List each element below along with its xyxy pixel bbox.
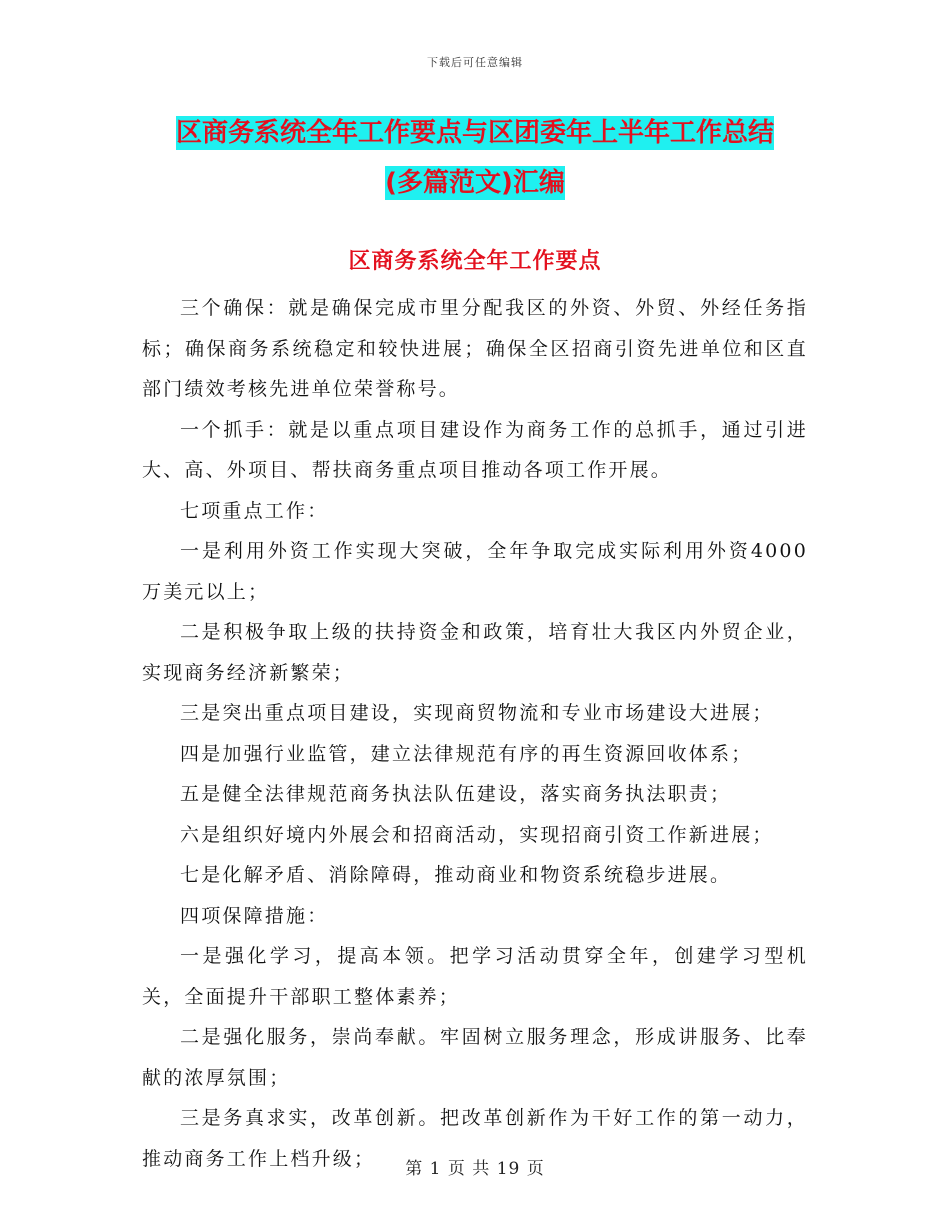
paragraph: 五是健全法律规范商务执法队伍建设，落实商务执法职责；: [180, 783, 732, 805]
paragraph: 四是加强行业监管，建立法律规范有序的再生资源回收体系；: [180, 742, 753, 765]
paragraph: 三是务真求实，改革创新。把改革创新作为干好工作的第一动力，推动商务工作上档升级；: [142, 1107, 808, 1170]
paragraph: 六是组织好境内外展会和招商活动，实现招商引资工作新进展；: [180, 823, 774, 846]
paragraph: 二是强化服务，崇尚奉献。牢固树立服务理念，形成讲服务、比奉献的浓厚氛围；: [142, 1026, 808, 1089]
paragraph: 四项保障措施：: [180, 904, 329, 927]
paragraph: 一个抓手：就是以重点项目建设作为商务工作的总抓手，通过引进大、高、外项目、帮扶商务重点项目推动各项工作开展。: [142, 418, 808, 481]
page-number-footer: 第 1 页 共 19 页: [405, 1159, 545, 1179]
body-text: [142, 288, 808, 1179]
title-line-1: 区商务系统全年工作要点与区团委年上半年工作总结: [175, 118, 774, 148]
paragraph: 二是积极争取上级的扶持资金和政策，培育壮大我区内外贸企业，实现商务经济新繁荣；: [142, 621, 808, 684]
document-title: [142, 108, 808, 208]
paragraph: 三是突出重点项目建设，实现商贸物流和专业市场建设大进展；: [180, 702, 774, 724]
paragraph: 一是强化学习，提高本领。把学习活动贯穿全年，创建学习型机关，全面提升干部职工整体素养；: [142, 945, 808, 1008]
paragraph: 一是利用外资工作实现大突破，全年争取完成实际利用外资4000万美元以上；: [142, 540, 808, 603]
paragraph: 七是化解矛盾、消除障碍，推动商业和物资系统稳步进展。: [180, 864, 732, 886]
header-note: 下载后可任意编辑: [427, 56, 523, 69]
section-title: 区商务系统全年工作要点: [348, 249, 602, 274]
title-line-2: (多篇范文)汇编: [385, 168, 565, 198]
paragraph: 三个确保：就是确保完成市里分配我区的外资、外贸、外经任务指标；确保商务系统稳定和较快进展；确保全区招商引资先进单位和区直部门绩效考核先进单位荣誉称号。: [142, 297, 808, 400]
paragraph: 七项重点工作：: [180, 499, 329, 522]
